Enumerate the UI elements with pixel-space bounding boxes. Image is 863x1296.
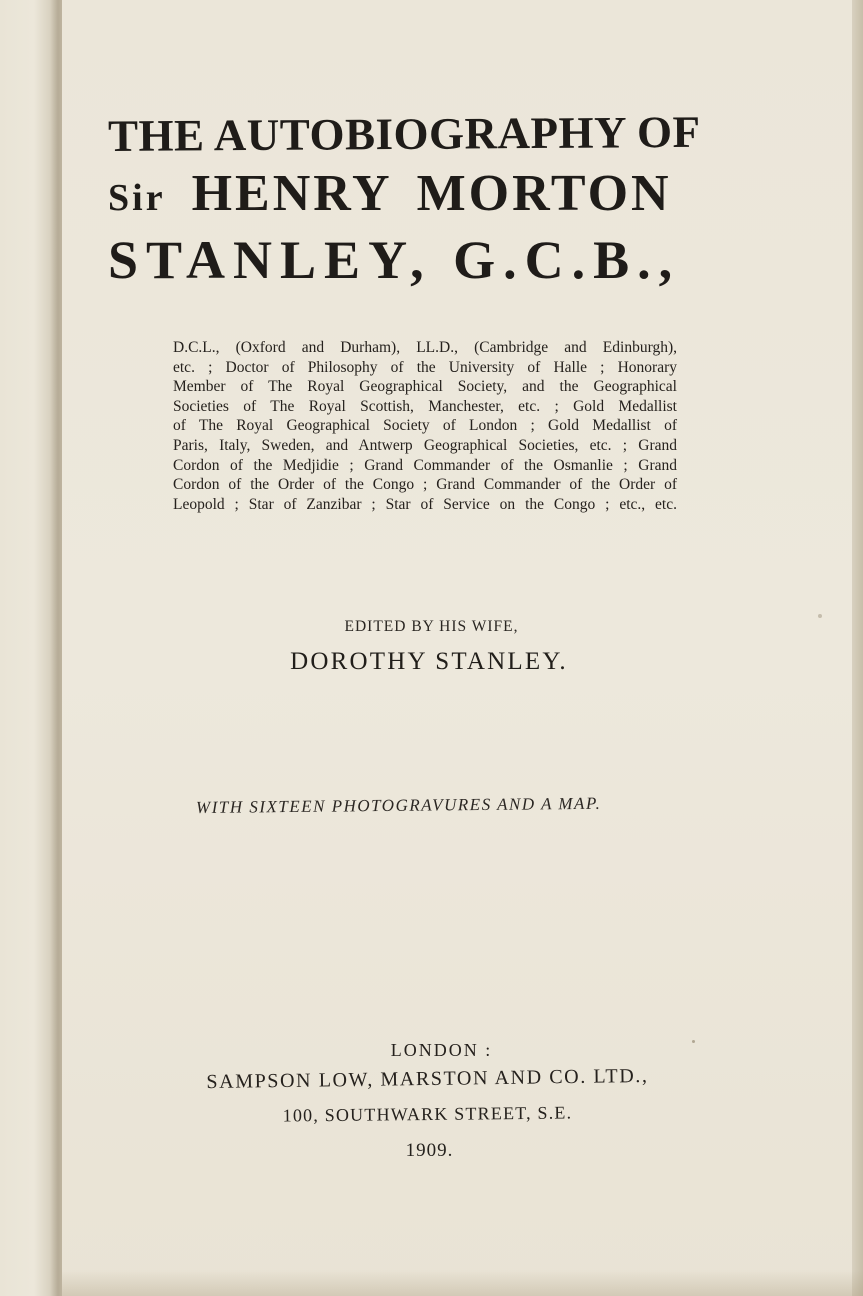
paper-speck xyxy=(818,614,822,618)
honours-paragraph xyxy=(173,338,677,514)
imprint-publisher: SAMPSON LOW, MARSTON AND CO. LTD., xyxy=(206,1064,649,1094)
editor-name: DOROTHY STANLEY. xyxy=(290,648,568,675)
illustrations-note: WITH SIXTEEN PHOTOGRAVURES AND A MAP. xyxy=(195,793,602,817)
page-bottom-shadow xyxy=(62,1270,863,1296)
honours-line: of The Royal Geographical Society of London ; Gold Medallist of xyxy=(173,417,677,435)
honours-line: Societies of The Royal Scottish, Manchester, etc. ; Gold Medallist xyxy=(173,397,677,415)
imprint-address: 100, SOUTHWARK STREET, S.E. xyxy=(282,1102,573,1126)
edited-by-line: EDITED BY HIS WIFE, xyxy=(344,618,519,635)
honours-line: Leopold ; Star of Zanzibar ; Star of Service on the Congo ; etc., etc. xyxy=(173,495,677,513)
title-line-3: STANLEY, G.C.B., xyxy=(108,230,681,290)
honours-line: Cordon of the Medjidie ; Grand Commander of the Osmanlie ; Grand xyxy=(173,456,677,474)
honours-line: Paris, Italy, Sweden, and Antwerp Geographical Societies, etc. ; Grand xyxy=(173,436,677,454)
honours-line: D.C.L., (Oxford and Durham), LL.D., (Cambridge and Edinburgh), xyxy=(173,339,677,356)
title-line-2 xyxy=(108,164,740,228)
paper-speck xyxy=(692,1040,695,1043)
title-given-names: HENRY MORTON xyxy=(191,165,672,222)
title-honorific: Sir xyxy=(108,177,166,219)
honours-line: Member of The Royal Geographical Society, and the Geographical xyxy=(173,378,677,396)
imprint-city: LONDON : xyxy=(390,1040,493,1060)
honours-line: Cordon of the Order of the Congo ; Grand Commander of the Order of xyxy=(173,476,677,494)
title-line-1: THE AUTOBIOGRAPHY OF xyxy=(107,106,701,161)
book-title xyxy=(108,108,740,292)
honours-line: etc. ; Doctor of Philosophy of the University of Halle ; Honorary xyxy=(173,358,677,376)
imprint-year: 1909. xyxy=(405,1140,454,1161)
